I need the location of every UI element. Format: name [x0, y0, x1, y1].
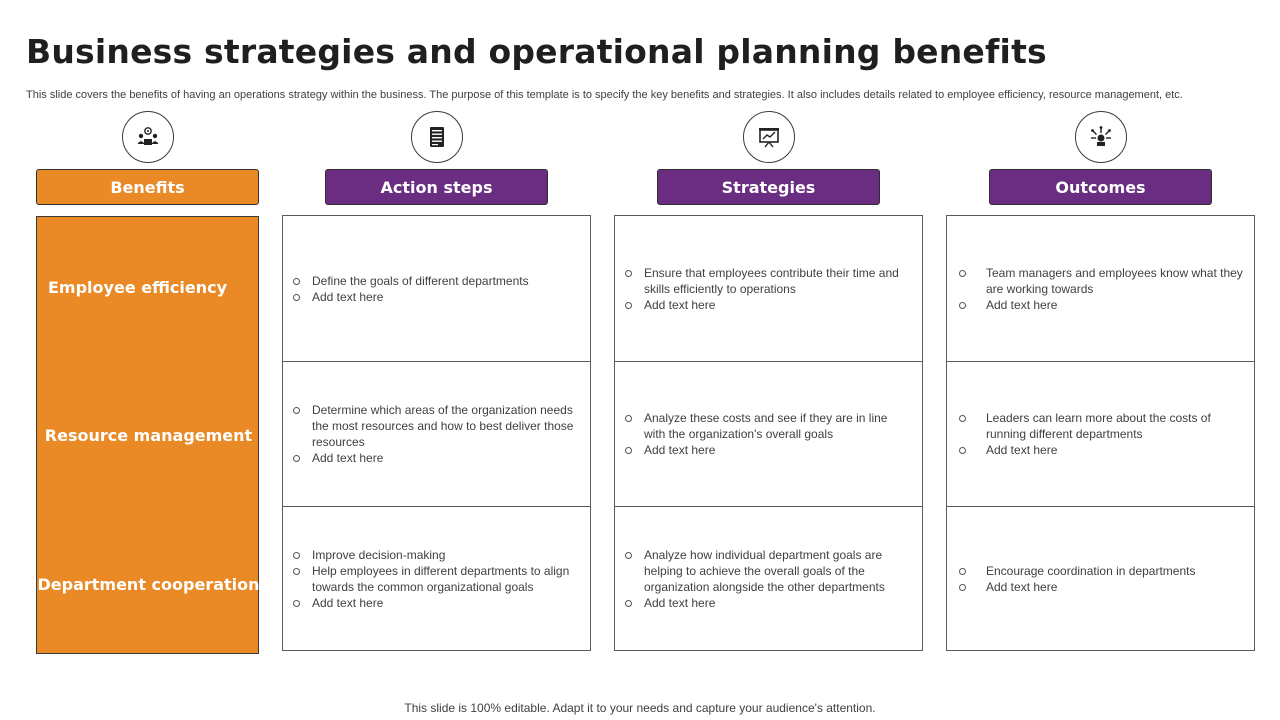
list-item: Leaders can learn more about the costs of running different departments	[957, 410, 1244, 442]
action-steps-column	[282, 215, 591, 651]
header-benefits: Benefits	[36, 169, 259, 205]
team-meeting-icon	[122, 111, 174, 163]
list-item: Encourage coordination in departments	[957, 563, 1244, 579]
header-outcomes: Outcomes	[989, 169, 1212, 205]
benefit-employee-efficiency: Employee efficiency	[48, 278, 228, 297]
action-steps-cell	[283, 216, 590, 361]
list-item: Add text here	[957, 297, 1244, 313]
list-item: Analyze how individual department goals are helping to achieve the overall goals of the organization alongside the other departments	[625, 547, 912, 595]
list-item: Add text here	[625, 442, 912, 458]
list-item: Determine which areas of the organization needs the most resources and how to best deliver those resources	[293, 402, 580, 450]
list-item: Help employees in different departments to align towards the common organizational goals	[293, 563, 580, 595]
header-strategies: Strategies	[657, 169, 880, 205]
benefits-column	[36, 216, 259, 654]
server-document-icon	[411, 111, 463, 163]
list-item: Add text here	[625, 595, 912, 611]
list-item: Add text here	[957, 579, 1244, 595]
header-action-steps: Action steps	[325, 169, 548, 205]
benefit-resource-management: Resource management	[44, 426, 253, 445]
strategies-cell	[615, 216, 922, 361]
network-growth-icon	[1075, 111, 1127, 163]
action-steps-cell	[283, 361, 590, 506]
list-item: Add text here	[293, 450, 580, 466]
list-item: Add text here	[625, 297, 912, 313]
page-subtitle: This slide covers the benefits of having an operations strategy within the business. The purpose of this template is to specify the key benefits and strategies. It also includes details related to employee efficiency, resource management, etc.	[26, 89, 1183, 101]
presentation-board-icon	[743, 111, 795, 163]
strategies-cell	[615, 361, 922, 506]
list-item: Team managers and employees know what they are working towards	[957, 265, 1244, 297]
outcomes-cell	[947, 361, 1254, 506]
list-item: Analyze these costs and see if they are in line with the organization's overall goals	[625, 410, 912, 442]
list-item: Add text here	[293, 289, 580, 305]
strategies-cell	[615, 506, 922, 651]
list-item: Add text here	[957, 442, 1244, 458]
outcomes-cell	[947, 506, 1254, 651]
action-steps-cell	[283, 506, 590, 651]
page-title: Business strategies and operational planning benefits	[26, 32, 1047, 71]
strategies-column	[614, 215, 923, 651]
list-item: Improve decision-making	[293, 547, 580, 563]
list-item: Ensure that employees contribute their time and skills efficiently to operations	[625, 265, 912, 297]
outcomes-column	[946, 215, 1255, 651]
outcomes-cell	[947, 216, 1254, 361]
list-item: Define the goals of different departments	[293, 273, 580, 289]
benefit-department-cooperation: Department cooperation	[37, 575, 260, 594]
list-item: Add text here	[293, 595, 580, 611]
footer-note: This slide is 100% editable. Adapt it to your needs and capture your audience's attention.	[404, 701, 876, 715]
